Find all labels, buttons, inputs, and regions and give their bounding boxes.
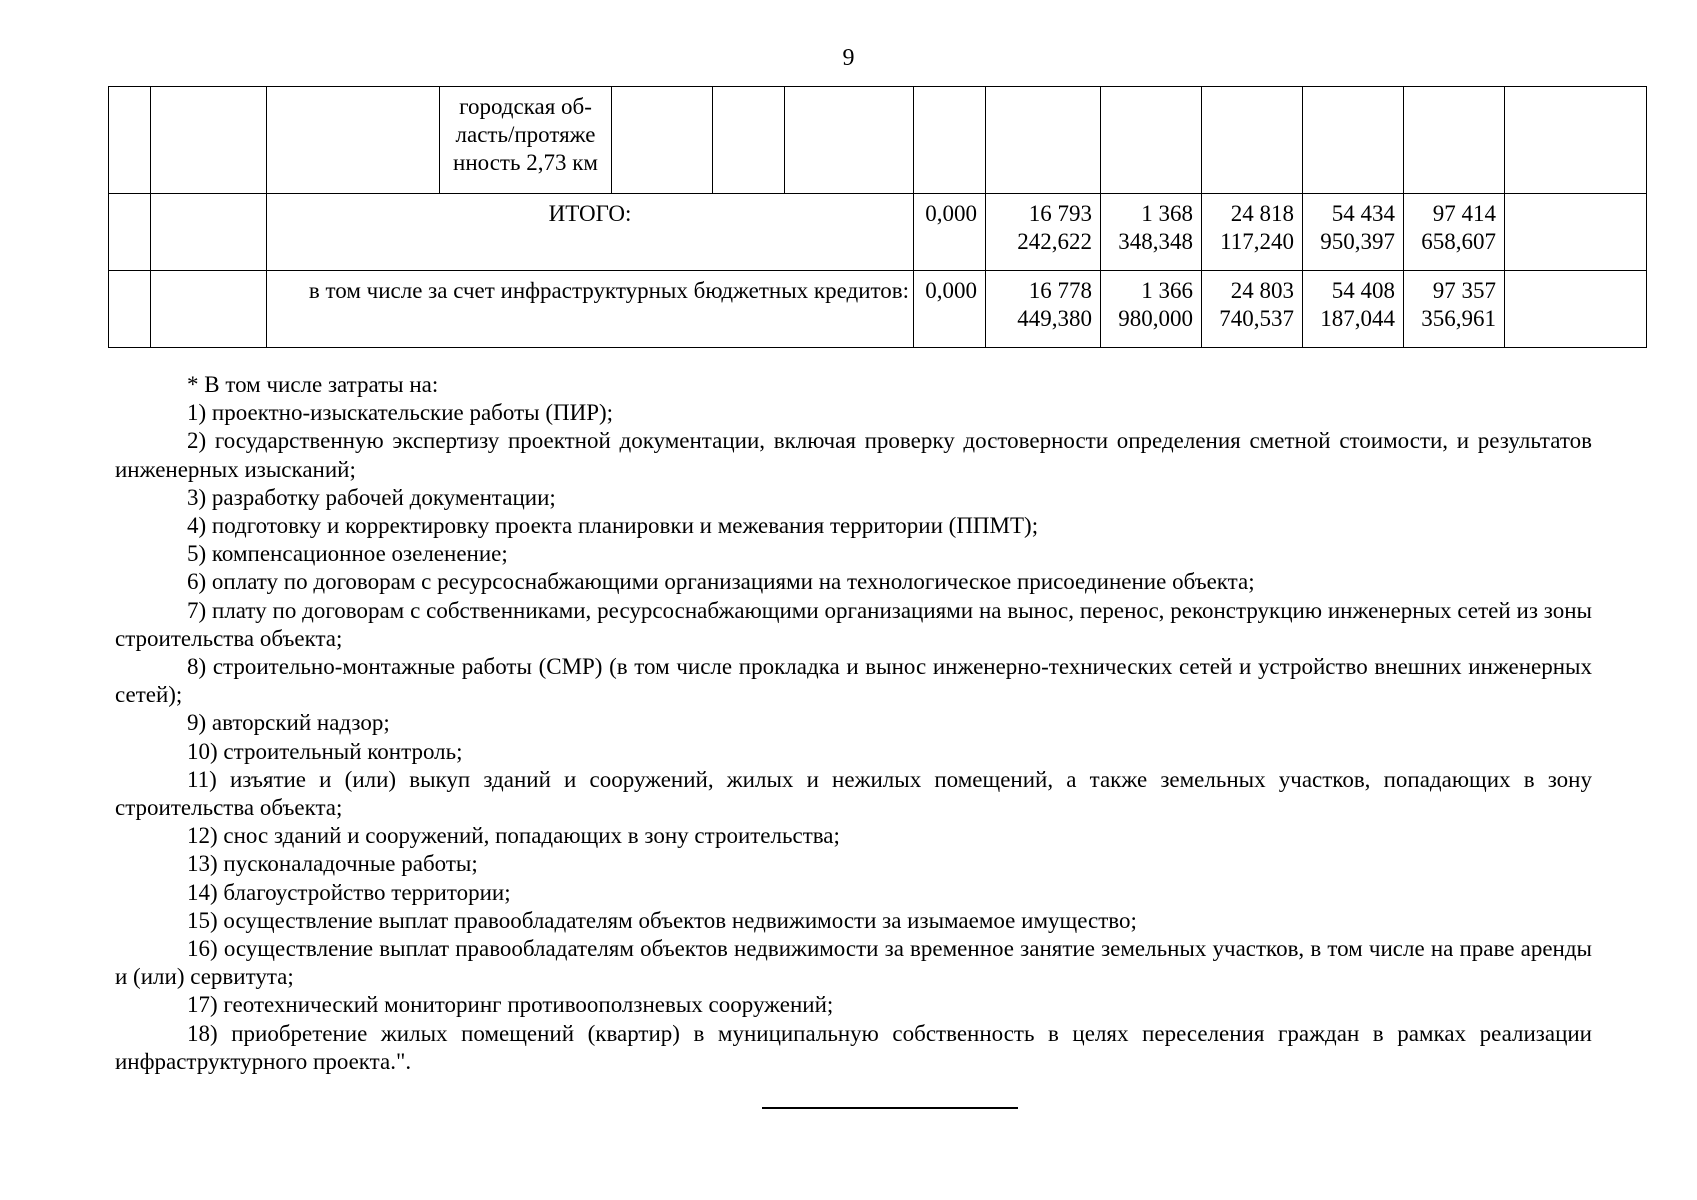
footnote-intro: * В том числе затраты на: bbox=[187, 372, 439, 397]
table-cell bbox=[914, 87, 986, 194]
footnote-item: 2) государственную экспертизу проектной документации, включая проверку достоверности определения сметной стоимости, и результатов инженерных изысканий; bbox=[115, 428, 1592, 482]
credit-value-cell: 0,000 bbox=[914, 271, 986, 348]
footnote-item: 1) проектно-изыскательские работы (ПИР); bbox=[187, 400, 614, 426]
table-cell bbox=[109, 87, 151, 194]
credit-value-cell: 54 408 187,044 bbox=[1303, 271, 1404, 348]
table-cell bbox=[1505, 87, 1647, 194]
footnote-item: 4) подготовку и корректировку проекта планировки и межевания территории (ППМТ); bbox=[187, 513, 1039, 539]
credit-value-cell: 97 357 356,961 bbox=[1404, 271, 1505, 348]
footnote-item: 5) компенсационное озеленение; bbox=[187, 541, 508, 567]
table-cell bbox=[713, 87, 785, 194]
footnotes bbox=[115, 371, 1592, 1076]
footnote-item: 13) пусконаладочные работы; bbox=[187, 851, 478, 877]
table-cell bbox=[1202, 87, 1303, 194]
object-description-cell: городская об- ласть/протяже нность 2,73 км bbox=[440, 87, 612, 194]
footnote-item: 7) плату по договорам с собственниками, ресурсоснабжающими организациями на вынос, перенос, реконструкцию инженерных сетей из зоны строительства объекта; bbox=[115, 597, 1592, 651]
table-cell bbox=[1505, 194, 1647, 271]
total-value-cell: 0,000 bbox=[914, 194, 986, 271]
table-cell bbox=[109, 194, 151, 271]
total-value-cell: 24 818 117,240 bbox=[1202, 194, 1303, 271]
footnote-item: 12) снос зданий и сооружений, попадающих в зону строительства; bbox=[187, 823, 840, 849]
total-label: ИТОГО: bbox=[267, 194, 914, 271]
budget-table bbox=[108, 86, 1647, 348]
closing-rule bbox=[762, 1107, 1018, 1109]
table-cell bbox=[1101, 87, 1202, 194]
table-row bbox=[109, 87, 1647, 194]
table-cell bbox=[109, 271, 151, 348]
total-row bbox=[109, 194, 1647, 271]
footnote-item: 6) оплату по договорам с ресурсоснабжающими организациями на технологическое присоединение объекта; bbox=[187, 569, 1255, 595]
footnote-item: 17) геотехнический мониторинг противооползневых сооружений; bbox=[187, 992, 834, 1018]
footnote-item: 10) строительный контроль; bbox=[187, 738, 463, 764]
table-cell bbox=[151, 87, 267, 194]
table-cell bbox=[151, 271, 267, 348]
credit-value-cell: 16 778 449,380 bbox=[986, 271, 1101, 348]
credit-row bbox=[109, 271, 1647, 348]
footnote-item: 15) осуществление выплат правообладателям объектов недвижимости за изымаемое имущество; bbox=[187, 907, 1137, 933]
table-cell bbox=[612, 87, 713, 194]
total-value-cell: 16 793 242,622 bbox=[986, 194, 1101, 271]
footnote-item: 14) благоустройство территории; bbox=[187, 879, 511, 905]
footnote-item: 11) изъятие и (или) выкуп зданий и сооружений, жилых и нежилых помещений, а также земельных участков, попадающих в зону строительства объекта; bbox=[115, 766, 1592, 821]
table-cell bbox=[267, 87, 440, 194]
credit-value-cell: 1 366 980,000 bbox=[1101, 271, 1202, 348]
footnote-item: 3) разработку рабочей документации; bbox=[187, 484, 556, 510]
table-cell bbox=[1505, 271, 1647, 348]
total-value-cell: 1 368 348,348 bbox=[1101, 194, 1202, 271]
page-number: 9 bbox=[842, 45, 855, 71]
footnote-item: 16) осуществление выплат правообладателям объектов недвижимости за временное занятие земельных участков, в том числе на праве аренды и (или) сервитута; bbox=[115, 936, 1592, 990]
total-value-cell: 54 434 950,397 bbox=[1303, 194, 1404, 271]
footnote-item: 18) приобретение жилых помещений (квартир) в муниципальную собственность в целях переселения граждан в рамках реализации инфраструктурного проекта.". bbox=[115, 1020, 1592, 1074]
table-cell bbox=[785, 87, 914, 194]
credit-label: в том числе за счет инфраструктурных бюджетных кредитов: bbox=[267, 271, 914, 348]
table-cell bbox=[1303, 87, 1404, 194]
table-cell bbox=[1404, 87, 1505, 194]
credit-value-cell: 24 803 740,537 bbox=[1202, 271, 1303, 348]
table-cell bbox=[986, 87, 1101, 194]
footnote-item: 8) строительно-монтажные работы (СМР) (в том числе прокладка и вынос инженерно-технических сетей и устройство внешних инженерных сетей); bbox=[115, 654, 1592, 708]
table-cell bbox=[151, 194, 267, 271]
footnote-item: 9) авторский надзор; bbox=[187, 710, 390, 736]
total-value-cell: 97 414 658,607 bbox=[1404, 194, 1505, 271]
